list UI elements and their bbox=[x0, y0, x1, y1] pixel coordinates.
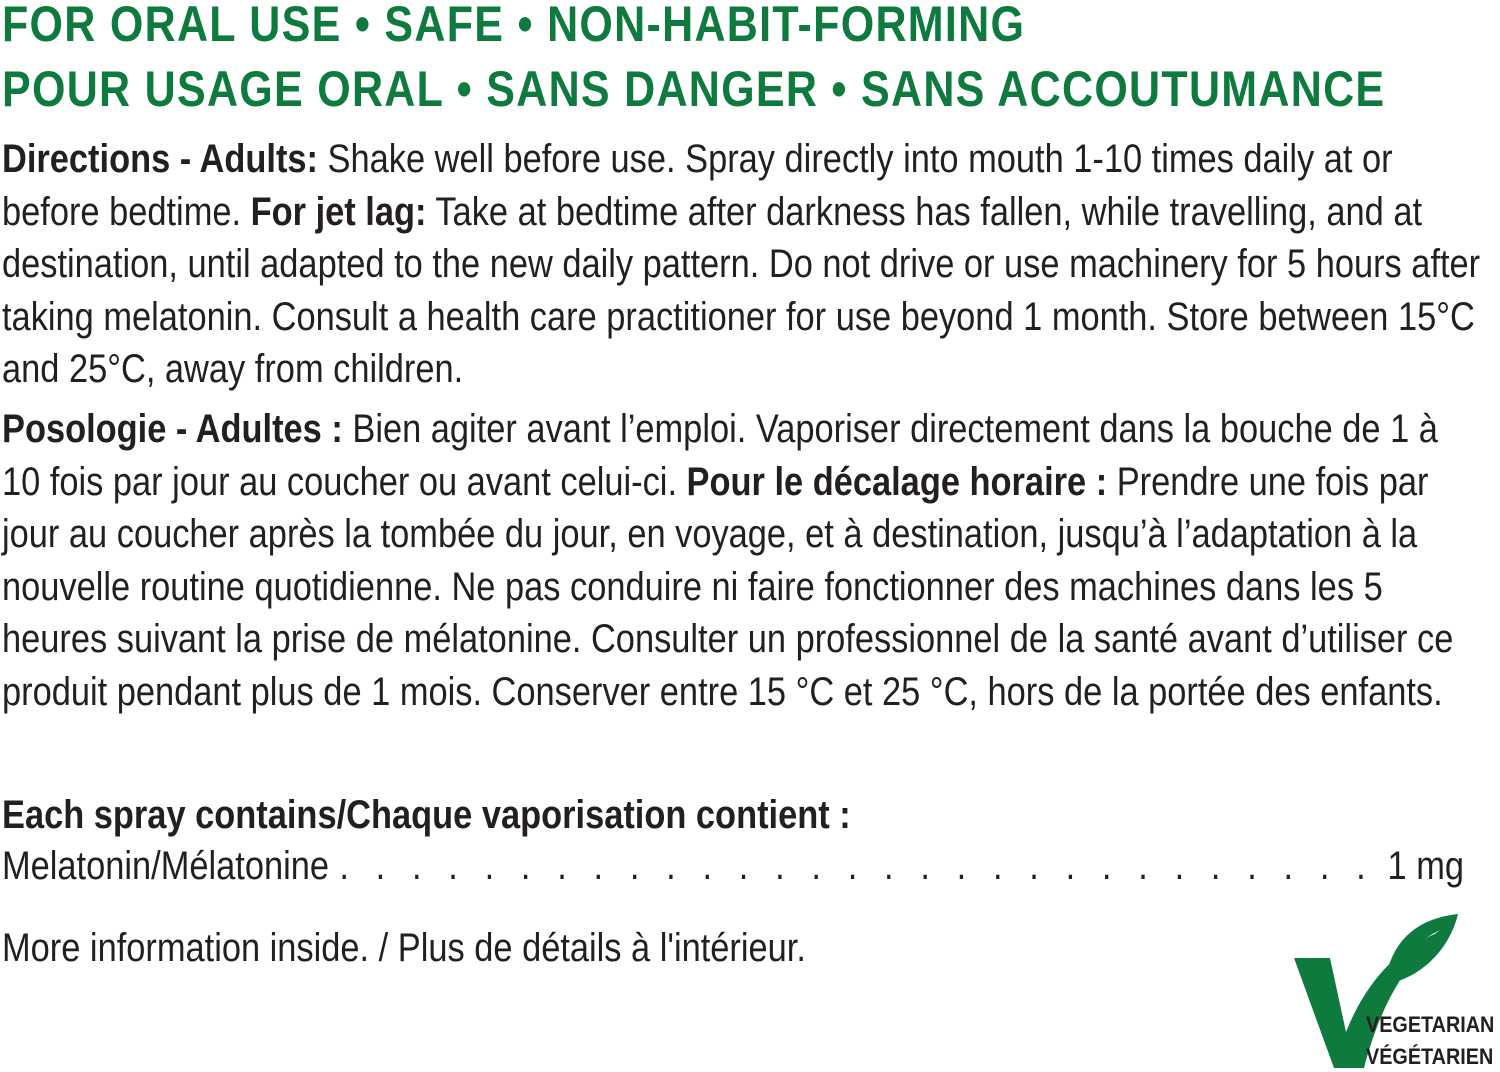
vegetarian-label-english: VEGETARIAN bbox=[1366, 1012, 1495, 1037]
ingredient-name: Melatonin/Mélatonine bbox=[2, 844, 330, 888]
headline-french: POUR USAGE ORAL • SANS DANGER • SANS ACCOUTUMANCE bbox=[2, 61, 1386, 117]
directions-label-english: Directions - Adults: bbox=[2, 137, 318, 181]
directions-label-french: Posologie - Adultes : bbox=[2, 407, 343, 451]
directions-text-english-1: Shake well before use. Spray directly into mouth 1-10 times daily at or before bedtime. bbox=[2, 137, 1393, 234]
vegetarian-label-french: VÉGÉTARIEN bbox=[1366, 1044, 1494, 1069]
ingredient-row bbox=[2, 840, 1464, 892]
directions-text-french-2: Prendre une fois par jour au coucher après la tombée du jour, en voyage, et à destination, jusqu’à l’adaptation à la nouvelle routine quotidienne. Ne pas conduire ni faire fonctionner des machines dans les 5 heures suivant la prise de mélatonine. Consulter un professionnel de la santé avant d’utiliser ce produit pendant plus de 1 mois. Conserver entre 15 °C et 25 °C, hors de la portée des enfants. bbox=[2, 459, 1454, 714]
more-info-note: More information inside. / Plus de détails à l'intérieur. bbox=[2, 926, 806, 970]
dot-leader bbox=[339, 840, 1379, 892]
directions-english bbox=[2, 133, 1481, 396]
directions-text-english-2: Take at bedtime after darkness has fallen, while travelling, and at destination, until adapted to the new daily pattern. Do not drive or use machinery for 5 hours after taking melatonin. Consult a health care practitioner for use beyond 1 month. Store between 15°C and 25°C, away from children. bbox=[2, 189, 1481, 391]
jet-lag-label-french: Pour le décalage horaire : bbox=[686, 459, 1108, 504]
vegetarian-badge bbox=[1290, 912, 1500, 1072]
jet-lag-label-english: For jet lag: bbox=[250, 189, 427, 234]
contents-heading: Each spray contains/Chaque vaporisation contient : bbox=[2, 793, 851, 837]
directions-text-french-1: Bien agiter avant l’emploi. Vaporiser directement dans la bouche de 1 à 10 fois par jour au coucher ou avant celui-ci. bbox=[2, 407, 1438, 504]
directions-french bbox=[2, 403, 1481, 718]
headline-english: FOR ORAL USE • SAFE • NON-HABIT-FORMING bbox=[2, 0, 1026, 52]
ingredient-amount: 1 mg bbox=[1387, 844, 1464, 888]
